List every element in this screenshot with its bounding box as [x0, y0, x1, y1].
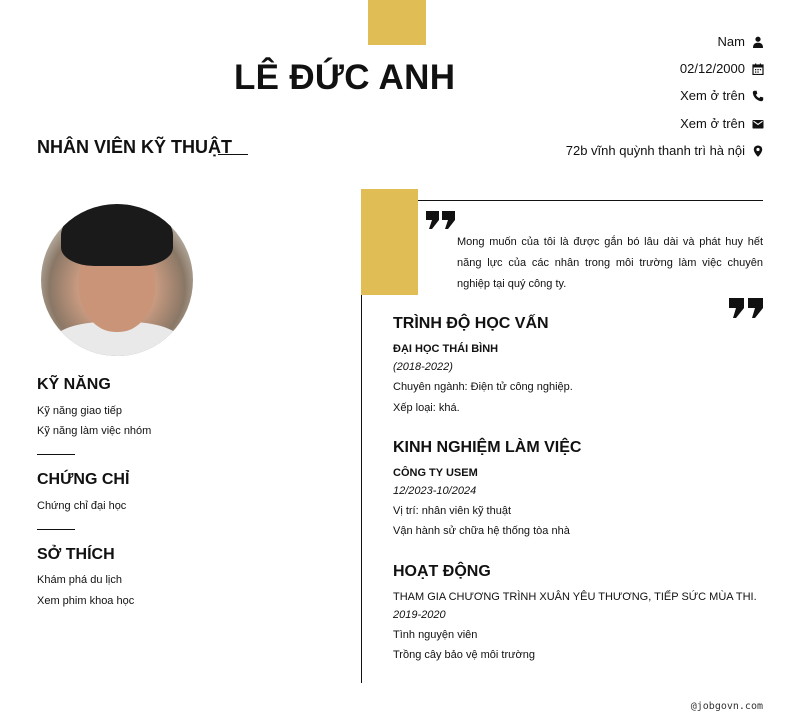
activities-line: Trồng cây bảo vệ môi trường: [393, 649, 535, 661]
certificates-title: CHỨNG CHỈ: [37, 471, 130, 488]
skills-title: KỸ NĂNG: [37, 376, 111, 393]
phone-icon: [752, 90, 764, 102]
contact-email: [680, 116, 764, 131]
activities-line: Tình nguyện viên: [393, 629, 478, 641]
job-title-underline: [218, 154, 248, 155]
activities-title: HOẠT ĐỘNG: [393, 563, 491, 580]
photo-hair: [61, 204, 173, 266]
phone-text: Xem ở trên: [680, 88, 745, 103]
experience-company: CÔNG TY USEM: [393, 467, 478, 479]
column-divider: [361, 295, 362, 683]
skills-item: Kỹ năng giao tiếp: [37, 405, 123, 417]
hobbies-item: Xem phim khoa học: [37, 595, 135, 607]
experience-period: 12/2023-10/2024: [393, 485, 477, 497]
calendar-icon: [752, 63, 764, 75]
map-pin-icon: [752, 145, 764, 157]
footer-watermark: @jobgovn.com: [690, 701, 763, 712]
candidate-name: LÊ ĐỨC ANH: [234, 58, 456, 97]
birthday-text: 02/12/2000: [679, 61, 745, 76]
person-icon: [752, 36, 764, 48]
hobbies-title: SỞ THÍCH: [37, 546, 115, 563]
quote-top-line: [418, 200, 763, 201]
skills-item: Kỹ năng làm việc nhóm: [37, 425, 152, 437]
activities-period: 2019-2020: [393, 609, 446, 621]
contact-birthday: [680, 61, 764, 76]
gender-text: Nam: [717, 34, 745, 49]
education-title: TRÌNH ĐỘ HỌC VẤN: [393, 315, 549, 332]
experience-title: KINH NGHIỆM LÀM VIỆC: [393, 439, 582, 456]
career-objective: Mong muốn của tôi là được gắn bó lâu dài và phát huy hết năng lực của các nhân trong môi trường làm việc chuyên nghiệp tại quý công ty.: [457, 236, 763, 290]
experience-line: Vị trí: nhân viên kỹ thuật: [393, 505, 512, 517]
education-line: Chuyên ngành: Điện tử công nghiệp.: [393, 381, 573, 393]
education-school: ĐẠI HỌC THÁI BÌNH: [393, 343, 499, 355]
experience-line: Vận hành sử chữa hệ thống tòa nhà: [393, 525, 570, 537]
job-title: NHÂN VIÊN KỸ THUẬT: [37, 137, 233, 157]
certificates-item: Chứng chỉ đại học: [37, 500, 127, 512]
close-quote-icon: [729, 298, 763, 325]
activities-event: THAM GIA CHƯƠNG TRÌNH XUÂN YÊU THƯƠNG, TIẾP SỨC MÙA THI.: [393, 591, 757, 603]
section-divider: [37, 454, 75, 455]
contact-address: [566, 143, 764, 158]
education-period: (2018-2022): [393, 361, 453, 373]
hobbies-item: Khám phá du lịch: [37, 574, 122, 586]
contact-gender: [718, 34, 764, 49]
email-text: Xem ở trên: [680, 116, 745, 131]
envelope-icon: [752, 118, 764, 130]
open-quote-icon: [426, 211, 456, 236]
avatar-photo: [41, 204, 193, 356]
education-line: Xếp loại: khá.: [393, 402, 460, 414]
section-divider: [37, 529, 75, 530]
address-text: 72b vĩnh quỳnh thanh trì hà nội: [565, 143, 745, 158]
quote-accent-block: [361, 189, 418, 295]
contact-phone: [680, 88, 764, 103]
top-accent-block: [368, 0, 426, 45]
